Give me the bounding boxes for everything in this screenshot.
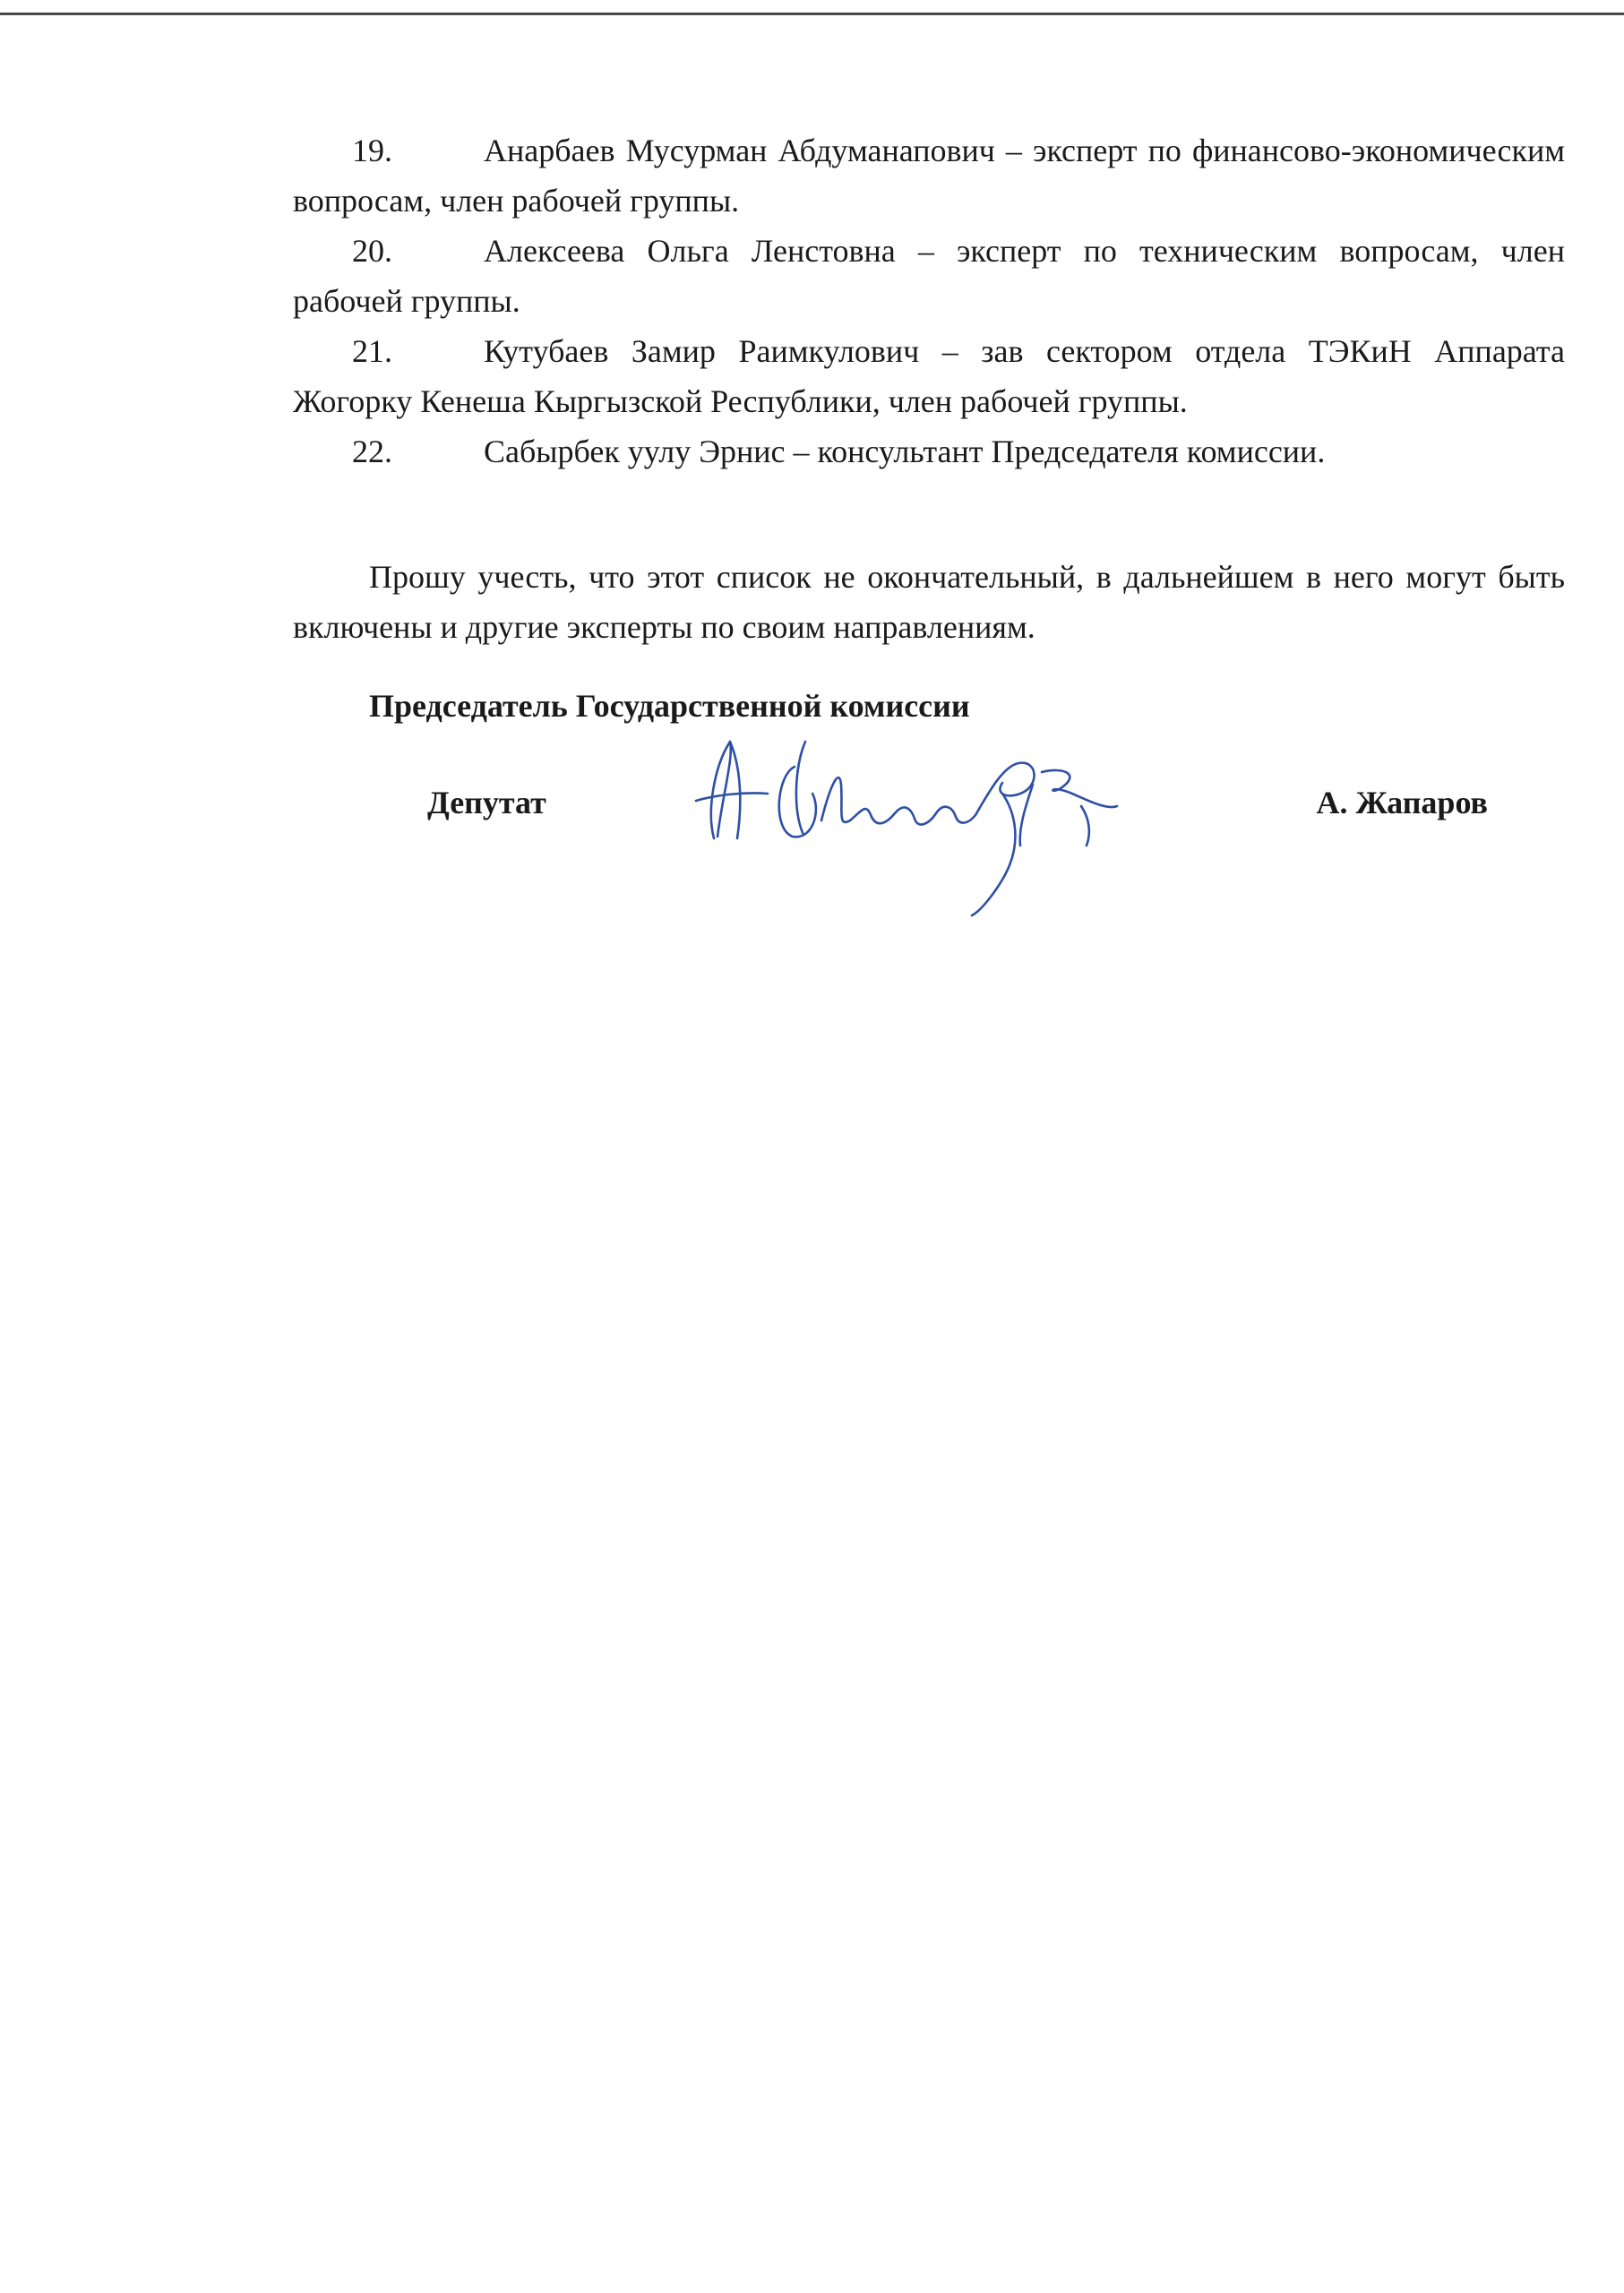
list-item-21 xyxy=(293,326,1565,426)
closing-note: Прошу учесть, что этот список не окончательный, в дальнейшем в него могут быть включены и другие эксперты по своим направлениям. xyxy=(293,559,1565,645)
top-border-line xyxy=(0,13,1624,15)
list-item-20 xyxy=(293,226,1565,326)
document-body xyxy=(293,125,1565,652)
list-item-number: 19. xyxy=(352,133,392,168)
list-item-number: 21. xyxy=(352,333,392,369)
list-item-text: Алексеева Ольга Ленстовна – эксперт по техническим вопросам, член рабочей группы. xyxy=(293,233,1565,319)
list-item-text: Кутубаев Замир Раимкулович – зав сектором отдела ТЭКиН Аппарата Жогорку Кенеша Кыргызской Республики, член рабочей группы. xyxy=(293,333,1565,419)
list-item-19 xyxy=(293,125,1565,226)
signer-name: А. Жапаров xyxy=(1316,785,1488,820)
list-item-number: 20. xyxy=(352,233,392,269)
list-item-text: Сабырбек уулу Эрнис – консультант Председателя комиссии. xyxy=(484,434,1326,469)
list-item-text: Анарбаев Мусурман Абдуманапович – эксперт по финансово-экономическим вопросам, член рабочей группы. xyxy=(293,133,1565,219)
list-item-22 xyxy=(293,426,1565,477)
handwritten-signature xyxy=(687,731,1126,919)
signature-block xyxy=(293,681,1565,923)
chair-title: Председатель Государственной комиссии xyxy=(369,688,970,724)
deputy-label: Депутат xyxy=(427,785,546,820)
list-item-number: 22. xyxy=(352,434,392,469)
